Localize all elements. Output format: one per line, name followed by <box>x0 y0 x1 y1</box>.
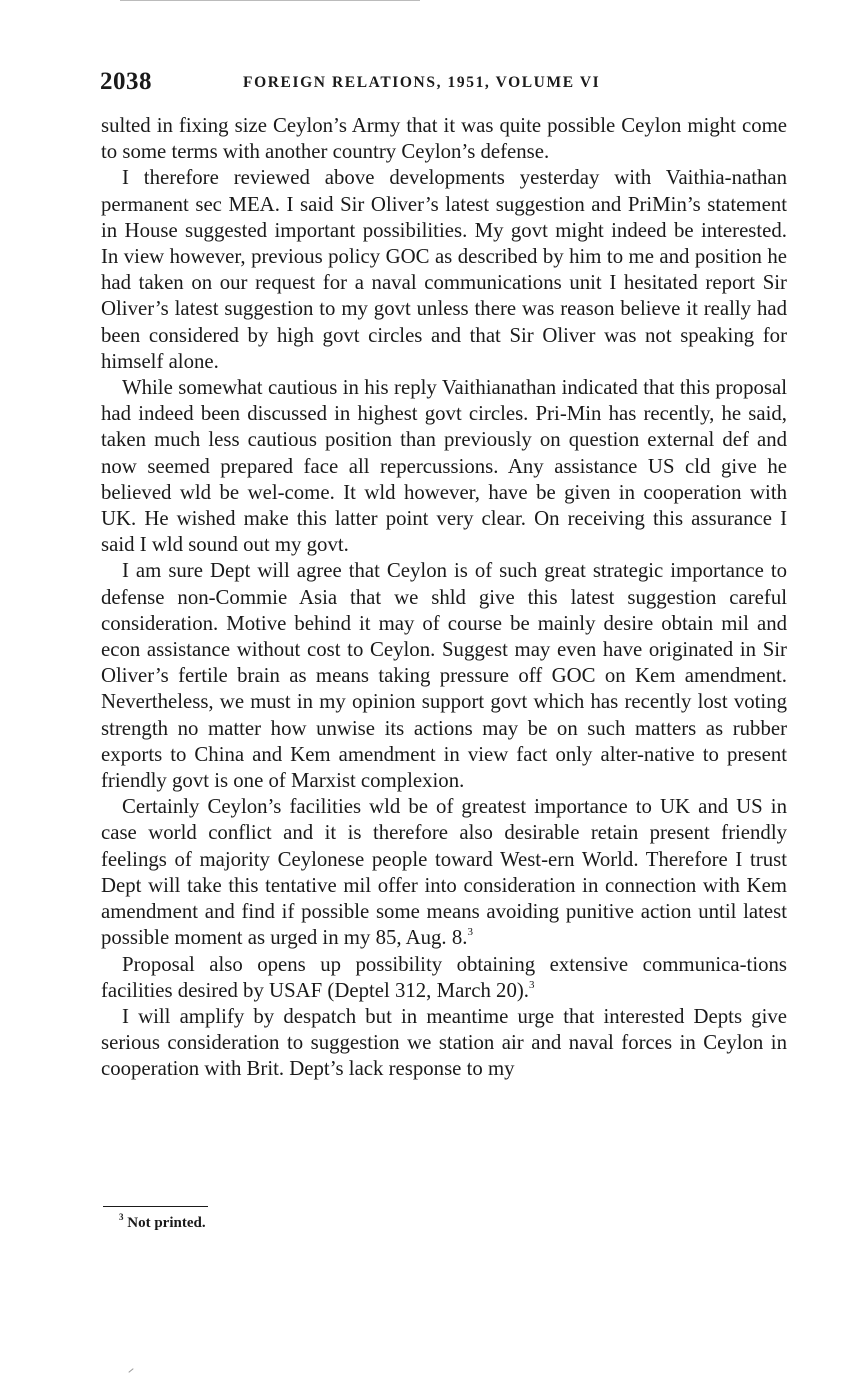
page-number: 2038 <box>100 68 152 95</box>
paragraph-4-part-2: native to present friendly govt is one of Marxist complexion. <box>101 742 788 793</box>
footnote <box>119 1212 206 1232</box>
footnote-text: Not printed. <box>127 1215 206 1231</box>
paragraph-1: sulted in fixing size Ceylon’s Army that it was quite possible Ceylon might come to some terms with another country Ceylon’s defense. <box>101 114 787 164</box>
running-title: FOREIGN RELATIONS, 1951, VOLUME VI <box>243 74 601 91</box>
footnote-ref-1: 3 <box>467 926 473 939</box>
paragraph-5-part-2: ern World. Therefore I trust Dept will take this tentative mil offer into consideration in connection with Kem amendment and find if possible some means avoiding punitive action until latest possible moment as urged in my 85, Aug. 8. <box>101 847 787 950</box>
paragraph-2-part-1: I therefore reviewed above developments yesterday with Vaithia- <box>122 166 732 190</box>
paragraph-3 <box>101 375 787 558</box>
footnote-ref-2: 3 <box>528 978 535 991</box>
paragraph-5-part-1: Certainly Ceylon’s facilities wld be of greatest importance to UK and US in case world conflict and it is therefore also desirable retain present friendly feelings of majority Ceylonese people toward West- <box>101 795 787 871</box>
scan-speck <box>128 1368 133 1373</box>
top-rule <box>120 0 420 1</box>
paragraph-6-part-2: tions facilities desired by USAF (Deptel 312, March 20). <box>101 952 787 1002</box>
footnote-marker: 3 <box>119 1212 124 1222</box>
paragraph-4 <box>101 558 787 794</box>
paragraph-6 <box>101 952 787 1004</box>
paragraph-3-part-2: Min has recently, he said, taken much less cautious position than previously on question external def and now seemed prepared face all repercussions. Any assistance US cld give he believed wld be wel- <box>101 402 787 504</box>
paragraph-2-part-2: nathan permanent sec MEA. I said Sir Oliver’s latest suggestion and PriMin’s statement in House suggested important possibilities. My govt might indeed be interested. In view however, previous policy GOC as described by him to me and position he had taken on our request for a naval communications unit I hesitated report Sir Oliver’s latest suggestion to my govt unless there was reason believe it really had been considered by high govt circles and that Sir Oliver was not speaking for himself alone. <box>101 166 787 373</box>
paragraph-3-part-1: While somewhat cautious in his reply Vaithianathan indicated that this proposal had indeed been discussed in highest govt circles. Pri- <box>101 376 787 426</box>
paragraph-7: I will amplify by despatch but in meantime urge that interested Depts give serious consideration to suggestion we station air and naval forces in Ceylon in cooperation with Brit. Dept’s lack response to my <box>101 1004 787 1081</box>
body-text <box>101 113 787 1083</box>
paragraph-5 <box>101 794 787 951</box>
paragraph-6-part-1: Proposal also opens up possibility obtaining extensive communica- <box>122 952 747 976</box>
paragraph-3-part-3: come. It wld however, have be given in cooperation with UK. He wished make this latter point very clear. On receiving this assurance I said I wld sound out my govt. <box>101 480 787 557</box>
footnote-rule <box>103 1206 208 1207</box>
paragraph-2 <box>101 165 787 375</box>
page-header <box>100 68 790 102</box>
paragraph-4-part-1: I am sure Dept will agree that Ceylon is of such great strategic importance to defense non-Commie Asia that we shld give this latest suggestion careful consideration. Motive behind it may of course be mainly desire obtain mil and econ assistance without cost to Ceylon. Suggest may even have originated in Sir Oliver’s fertile brain as means taking pressure off GOC on Kem amendment. Nevertheless, we must in my opinion support govt which has recently lost voting strength no matter how unwise its actions may be on such matters as rubber exports to China and Kem amendment in view fact only alter- <box>101 559 787 766</box>
